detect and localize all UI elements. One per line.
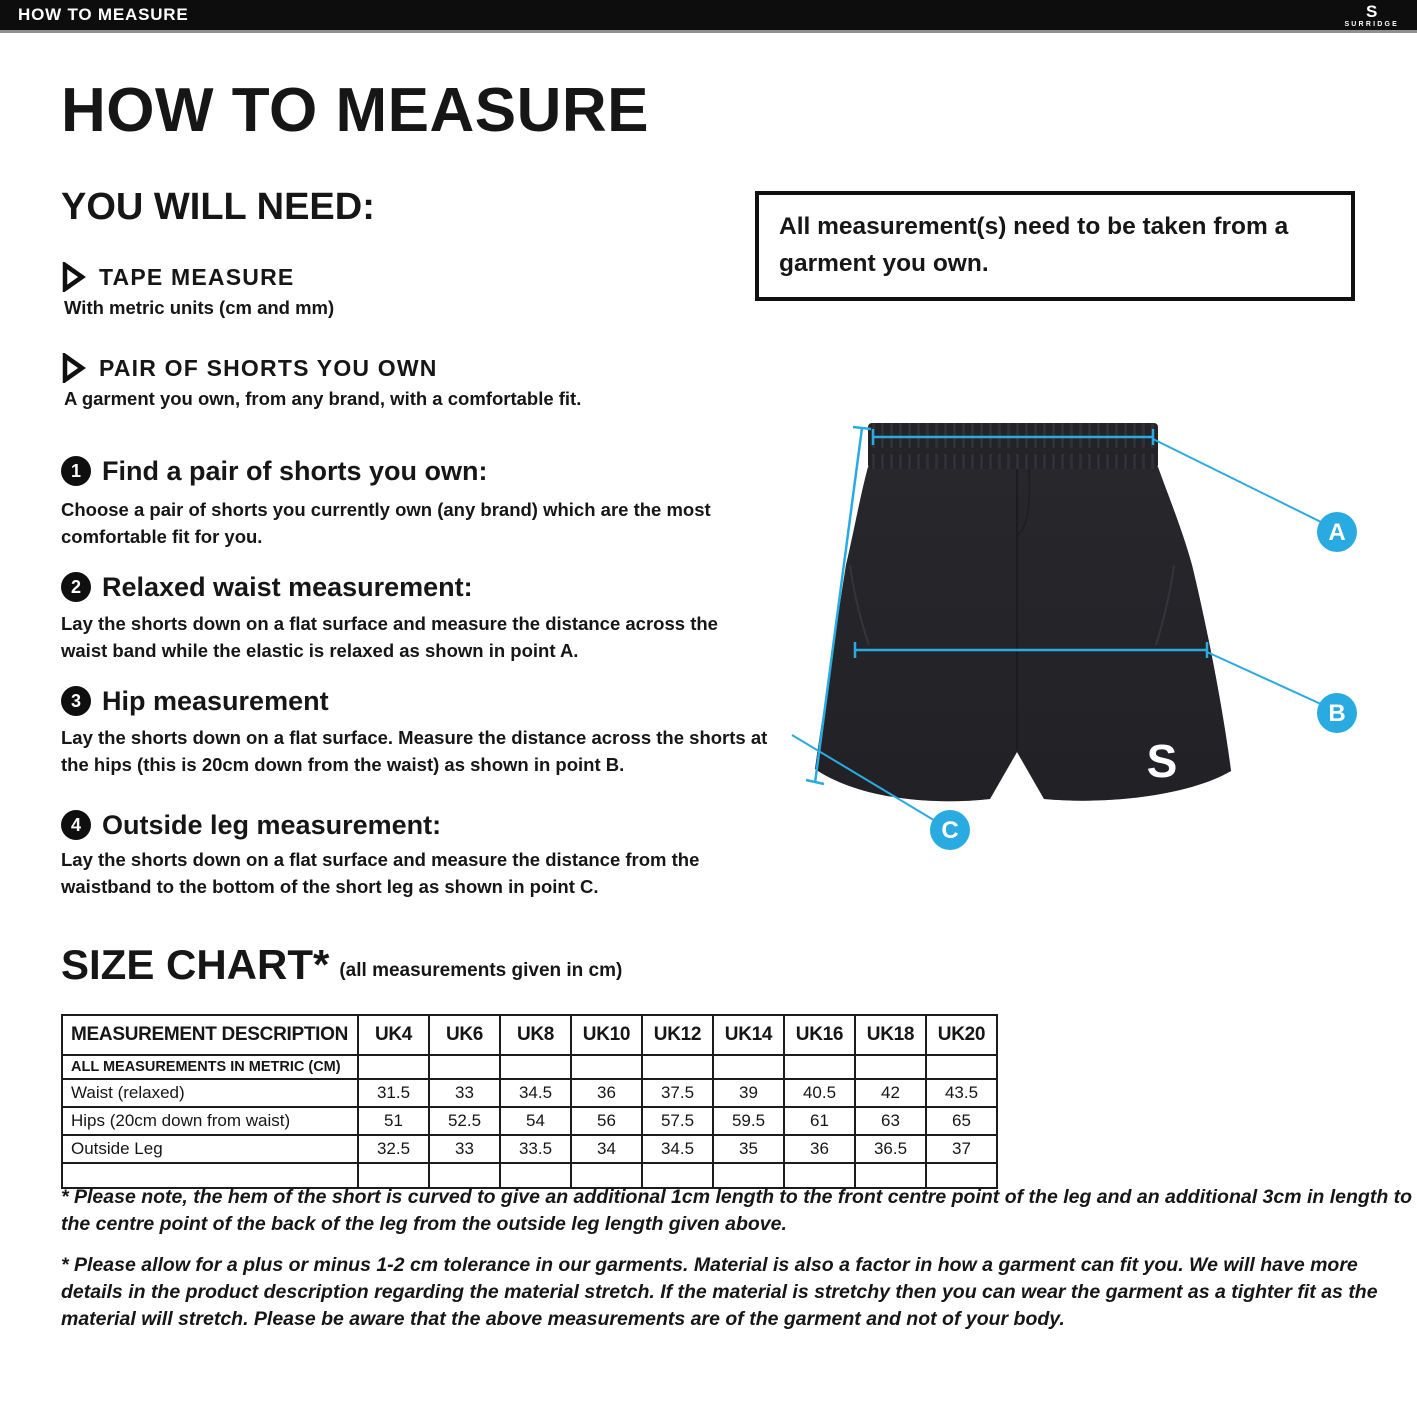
triangle-bullet-icon [61,262,86,292]
column-header: UK4 [358,1015,429,1055]
table-cell: 32.5 [358,1135,429,1163]
column-header: UK8 [500,1015,571,1055]
table-cell: 40.5 [784,1079,855,1107]
footnote-tolerance: * Please allow for a plus or minus 1-2 cm tolerance in our garments. Material is also a factor in how a garment can fit you. We will have more details in the product description regarding the material stretch. If the material is stretchy then you can wear the garment as a tighter fit as the material will stretch. Please be aware that the above measurements are of the garment and not of your body. [61,1253,1378,1330]
requirement-label: TAPE MEASURE [99,263,295,290]
page-title: HOW TO MEASURE [61,76,649,145]
table-header-row [62,1015,997,1055]
step-4-body: Lay the shorts down on a flat surface and measure the distance from the waistband to the bottom of the short leg as shown in point C. [61,849,700,898]
row-label: Outside Leg [62,1135,358,1163]
table-cell: 33 [429,1079,500,1107]
table-cell: 51 [358,1107,429,1135]
table-cell-empty [926,1055,997,1079]
point-c-label: C [941,817,959,844]
table-cell-empty [358,1055,429,1079]
table-cell: 31.5 [358,1079,429,1107]
column-header: UK18 [855,1015,926,1055]
table-cell-empty [429,1055,500,1079]
table-unit-row [62,1055,997,1079]
table-cell-empty [642,1055,713,1079]
step-title: Outside leg measurement: [102,809,442,840]
table-cell: 34 [571,1135,642,1163]
table-cell: 56 [571,1107,642,1135]
requirement-detail: A garment you own, from any brand, with a comfortable fit. [64,388,582,409]
requirement-tape-measure [61,262,294,292]
table-cell: 37.5 [642,1079,713,1107]
size-chart-subtitle: (all measurements given in cm) [339,960,623,981]
table-cell: 43.5 [926,1079,997,1107]
step-number-badge: 3 [61,686,91,716]
garment-logo: S [1146,735,1178,787]
you-will-need-heading: YOU WILL NEED: [61,186,375,228]
step-3-heading [61,686,329,716]
column-header: UK20 [926,1015,997,1055]
table-cell: 33 [429,1135,500,1163]
step-1-body: Choose a pair of shorts you currently own (any brand) which are the most comfortable fit for you. [61,499,711,548]
table-cell: 61 [784,1107,855,1135]
surridge-logo [1344,3,1399,28]
surridge-logo-name: SURRIDGE [1344,20,1399,28]
table-cell: 42 [855,1079,926,1107]
table-cell: 39 [713,1079,784,1107]
requirement-shorts [61,353,438,383]
point-b-label: B [1328,700,1346,727]
top-bar [0,0,1417,33]
footnotes [61,1184,1413,1347]
step-title: Relaxed waist measurement: [102,571,473,602]
triangle-bullet-icon [61,353,86,383]
table-cell-empty [571,1055,642,1079]
table-cell: 57.5 [642,1107,713,1135]
size-chart-title: SIZE CHART* [61,941,330,988]
table-row-outside-leg [62,1135,997,1163]
table-cell: 54 [500,1107,571,1135]
step-number-badge: 2 [61,572,91,602]
column-header: UK10 [571,1015,642,1055]
step-number-badge: 4 [61,810,91,840]
table-cell-empty [784,1055,855,1079]
step-title: Hip measurement [102,685,329,716]
table-cell: 33.5 [500,1135,571,1163]
step-title: Find a pair of shorts you own: [102,455,488,486]
column-header: UK6 [429,1015,500,1055]
step-4-heading [61,810,441,840]
table-cell: 36 [784,1135,855,1163]
pointer-line-a [1153,439,1323,523]
column-header: UK14 [713,1015,784,1055]
shorts-waistband [868,423,1158,469]
shorts-measurement-diagram [770,405,1390,883]
column-header: MEASUREMENT DESCRIPTION [62,1015,358,1055]
row-label: Hips (20cm down from waist) [62,1107,358,1135]
table-cell: 34.5 [642,1135,713,1163]
table-row-hips [62,1107,997,1135]
column-header: UK16 [784,1015,855,1055]
step-1-heading [61,456,488,486]
table-cell-empty [855,1055,926,1079]
measurement-note-box: All measurement(s) need to be taken from a garment you own. [755,191,1355,301]
footnote-hem: * Please note, the hem of the short is curved to give an additional 1cm length to the front centre point of the leg and an additional 3cm in length to the centre point of the back of the leg from the outside leg length given above. [61,1186,1413,1235]
table-cell-empty [500,1055,571,1079]
step-3-body: Lay the shorts down on a flat surface. Measure the distance across the shorts at the hips (this is 20cm down from the waist) as shown in point B. [61,727,768,776]
table-cell: 34.5 [500,1079,571,1107]
size-chart-heading [61,941,623,988]
table-cell: 36 [571,1079,642,1107]
table-cell-empty [713,1055,784,1079]
table-cell: 36.5 [855,1135,926,1163]
table-cell: 35 [713,1135,784,1163]
step-2-heading [61,572,473,602]
table-row-waist [62,1079,997,1107]
table-cell: 52.5 [429,1107,500,1135]
row-label: Waist (relaxed) [62,1079,358,1107]
table-cell: 65 [926,1107,997,1135]
column-header: UK12 [642,1015,713,1055]
unit-note-cell: ALL MEASUREMENTS IN METRIC (CM) [62,1055,358,1079]
requirement-detail: With metric units (cm and mm) [64,297,335,318]
surridge-logo-mark: S [1366,1,1378,21]
point-a-label: A [1328,519,1346,546]
top-bar-title: HOW TO MEASURE [18,5,189,24]
table-cell: 59.5 [713,1107,784,1135]
requirement-label: PAIR OF SHORTS YOU OWN [99,354,438,381]
size-chart-table [61,1014,998,1189]
step-2-body: Lay the shorts down on a flat surface and measure the distance across the waist band while the elastic is relaxed as shown in point A. [61,613,718,662]
step-number-badge: 1 [61,456,91,486]
table-cell: 63 [855,1107,926,1135]
table-cell: 37 [926,1135,997,1163]
pointer-line-b [1207,652,1323,705]
